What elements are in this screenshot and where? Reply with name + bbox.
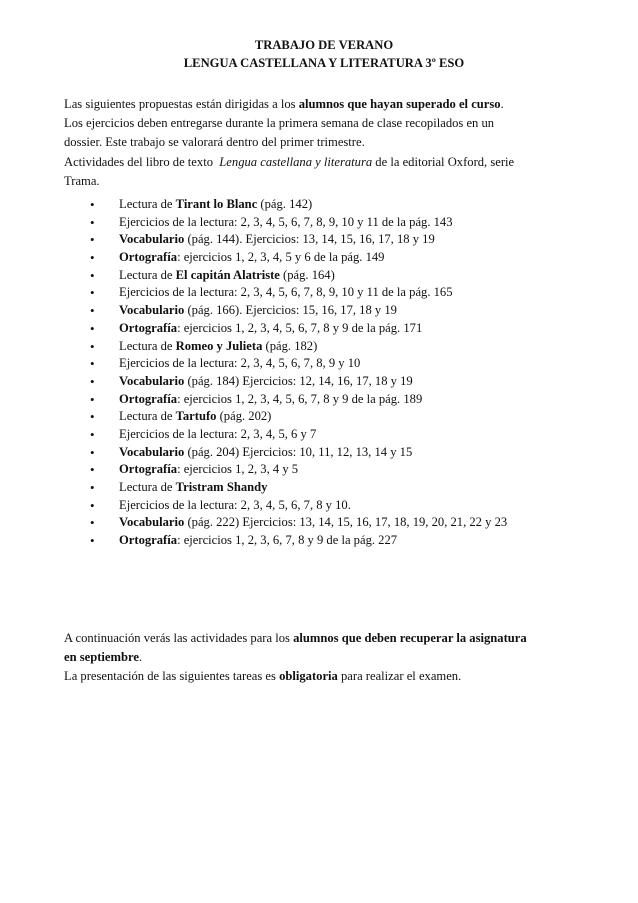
list-item-bold: Tristram Shandy <box>175 480 268 494</box>
bullet-icon: • <box>90 303 95 319</box>
list-item <box>0 249 638 267</box>
bullet-icon: • <box>90 515 95 531</box>
list-item-bold: Ortografía <box>119 462 178 477</box>
list-item-bold: Vocabulario <box>119 515 185 530</box>
bullet-icon: • <box>90 409 95 425</box>
list-item <box>0 373 638 391</box>
list-item <box>0 497 638 515</box>
list-item-suffix: (pág. 166). Ejercicios: 15, 16, 17, 18 y 19 <box>184 303 397 318</box>
list-item <box>0 196 638 214</box>
list-item-suffix: : ejercicios 1, 2, 3, 4, 5, 6, 7, 8 y 9 de la pág. 189 <box>177 391 423 406</box>
list-item <box>0 284 638 302</box>
bullet-icon: • <box>90 285 95 301</box>
list-item <box>0 302 638 320</box>
list-item-suffix: : ejercicios 1, 2, 3, 4, 5, 6, 7, 8 y 9 de la pág. 171 <box>177 320 423 335</box>
bullet-icon: • <box>90 214 95 230</box>
list-item <box>0 338 638 356</box>
list-item-bold: El capitán Alatriste <box>175 267 280 282</box>
list-item-text: Lectura de <box>119 338 176 353</box>
recover-text-2: La presentación de las siguientes tareas es <box>64 669 280 683</box>
bullet-icon: • <box>90 426 95 442</box>
list-item-text: Ejercicios de la lectura: 2, 3, 4, 5, 6, 7, 8 y 10. <box>119 497 351 512</box>
title-line-2: LENGUA CASTELLANA Y LITERATURA 3º ESO <box>183 55 465 70</box>
list-item-suffix: (pág. 184) Ejercicios: 12, 14, 16, 17, 18 y 19 <box>184 373 413 388</box>
list-item <box>0 444 638 462</box>
recover-paragraph <box>64 629 584 686</box>
list-item-suffix: (pág. 142) <box>257 197 313 211</box>
bullet-icon: • <box>90 338 95 354</box>
intro-line-3: dossier. Este trabajo se valorará dentro del primer trimestre. <box>64 135 365 149</box>
bullet-icon: • <box>90 373 95 389</box>
list-item-bold: Vocabulario <box>119 373 185 388</box>
list-item-text: Ejercicios de la lectura: 2, 3, 4, 5, 6 y 7 <box>119 426 317 441</box>
activities-prefix: Actividades del libro de texto <box>64 155 220 169</box>
list-item-suffix: : ejercicios 1, 2, 3, 6, 7, 8 y 9 de la pág. 227 <box>177 533 398 548</box>
intro-paragraph <box>64 95 584 152</box>
list-item <box>0 426 638 444</box>
recover-period: . <box>138 650 143 664</box>
recover-text: A continuación verás las actividades para los <box>64 631 294 645</box>
bullet-icon: • <box>90 533 95 549</box>
activities-suffix: de la editorial Oxford, serie <box>372 155 515 169</box>
list-item <box>0 514 638 532</box>
activities-line-2: Trama. <box>64 174 100 188</box>
list-item-bold: Tartufo <box>175 409 217 424</box>
bullet-icon: • <box>90 462 95 478</box>
list-item-suffix: : ejercicios 1, 2, 3, 4 y 5 <box>177 462 299 477</box>
list-item <box>0 479 638 497</box>
list-item-text: Ejercicios de la lectura: 2, 3, 4, 5, 6, 7, 8, 9, 10 y 11 de la pág. 143 <box>119 214 453 229</box>
list-item-bold: Ortografía <box>119 320 178 335</box>
list-item-suffix: (pág. 164) <box>279 267 335 282</box>
list-item-bold: Tirant lo Blanc <box>175 197 258 211</box>
recover-bold-2: en septiembre <box>64 650 139 664</box>
list-item-text: Lectura de <box>119 480 176 494</box>
bullet-icon: • <box>90 444 95 460</box>
intro-period: . <box>500 97 504 111</box>
list-item <box>0 391 638 409</box>
list-item <box>0 355 638 373</box>
book-title: Lengua castellana y literatura <box>219 155 373 169</box>
list-item-suffix: : ejercicios 1, 2, 3, 4, 5 y 6 de la pág. 149 <box>177 250 385 265</box>
recover-bold-3: obligatoria <box>279 669 338 683</box>
intro-bold: alumnos que hayan superado el curso <box>298 97 501 111</box>
bullet-icon: • <box>90 250 95 266</box>
list-item-suffix: (pág. 222) Ejercicios: 13, 14, 15, 16, 17, 18, 19, 20, 21, 22 y 23 <box>184 515 508 530</box>
list-item <box>0 231 638 249</box>
list-item-bold: Romeo y Julieta <box>175 338 263 353</box>
document-title <box>0 37 638 72</box>
recover-bold-1: alumnos que deben recuperar la asignatura <box>293 631 527 645</box>
list-item-suffix: (pág. 202) <box>216 409 272 424</box>
title-line-1: TRABAJO DE VERANO <box>254 38 394 52</box>
list-item <box>0 214 638 232</box>
bullet-icon: • <box>90 391 95 407</box>
list-item-bold: Ortografía <box>119 250 178 265</box>
list-item-text: Ejercicios de la lectura: 2, 3, 4, 5, 6, 7, 8, 9 y 10 <box>119 356 361 371</box>
list-item-bold: Vocabulario <box>119 303 185 318</box>
activities-list <box>0 196 638 550</box>
list-item-text: Lectura de <box>119 267 176 282</box>
bullet-icon: • <box>90 356 95 372</box>
list-item <box>0 408 638 426</box>
recover-text-3: para realizar el examen. <box>337 669 462 683</box>
list-item-text: Lectura de <box>119 409 176 424</box>
list-item-bold: Ortografía <box>119 391 178 406</box>
list-item-suffix: (pág. 204) Ejercicios: 10, 11, 12, 13, 14 y 15 <box>184 444 413 459</box>
activities-paragraph <box>64 153 584 191</box>
list-item-text: Lectura de <box>119 197 176 211</box>
list-item-text: Ejercicios de la lectura: 2, 3, 4, 5, 6, 7, 8, 9, 10 y 11 de la pág. 165 <box>119 285 453 300</box>
list-item-bold: Ortografía <box>119 533 178 548</box>
list-item-suffix: (pág. 182) <box>262 338 318 353</box>
list-item-bold: Vocabulario <box>119 232 185 247</box>
list-item <box>0 267 638 285</box>
bullet-icon: • <box>90 267 95 283</box>
bullet-icon: • <box>90 320 95 336</box>
intro-line-2: Los ejercicios deben entregarse durante la primera semana de clase recopilados en un <box>64 116 495 130</box>
bullet-icon: • <box>90 232 95 248</box>
bullet-icon: • <box>90 480 95 495</box>
list-item <box>0 532 638 550</box>
intro-text: Las siguientes propuestas están dirigidas a los <box>64 97 299 111</box>
list-item <box>0 320 638 338</box>
list-item-bold: Vocabulario <box>119 444 185 459</box>
list-item-suffix: (pág. 144). Ejercicios: 13, 14, 15, 16, 17, 18 y 19 <box>184 232 435 247</box>
bullet-icon: • <box>90 197 95 212</box>
bullet-icon: • <box>90 497 95 513</box>
list-item <box>0 461 638 479</box>
